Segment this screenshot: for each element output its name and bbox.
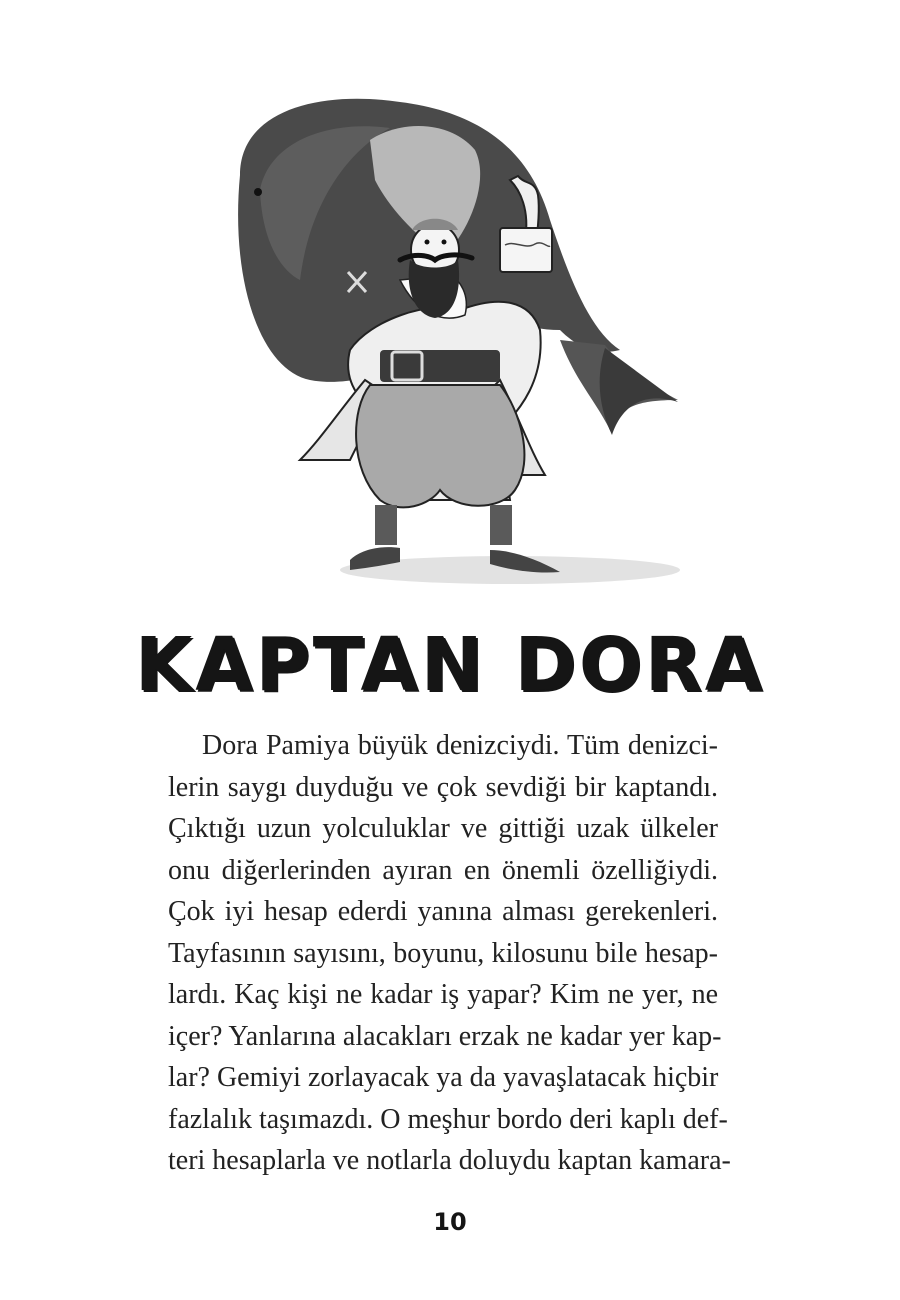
- pirate-captain-illustration-icon: [200, 80, 680, 590]
- paragraph-line: teri hesaplarla ve notlarla doluydu kaptan kamara-: [168, 1145, 731, 1176]
- page-number: 10: [433, 1208, 467, 1236]
- paragraph-line: Çok iyi hesap ederdi yanına alması gerekenleri.: [168, 896, 718, 927]
- paragraph-line: fazlalık taşımazdı. O meşhur bordo deri kaplı def-: [168, 1103, 728, 1135]
- paragraph-line: onu diğerlerinden ayıran en önemli özelliğiydi.: [168, 854, 718, 886]
- paragraph-line: lar? Gemiyi zorlayacak ya da yavaşlatacak hiçbir: [168, 1062, 719, 1093]
- chapter-title: KAPTAN DORA: [134, 622, 766, 708]
- paragraph-line: lerin saygı duyduğu ve çok sevdiği bir kaptandı.: [168, 771, 718, 803]
- body-paragraph: [168, 725, 731, 1182]
- paragraph-line: lardı. Kaç kişi ne kadar iş yapar? Kim ne yer, ne: [168, 979, 718, 1010]
- paragraph-line: içer? Yanlarına alacakları erzak ne kadar yer kap-: [168, 1020, 722, 1052]
- paragraph-line: Tayfasının sayısını, boyunu, kilosunu bile hesap-: [168, 937, 718, 969]
- paragraph-line: Çıktığı uzun yolculuklar ve gittiği uzak ülkeler: [168, 813, 718, 844]
- paragraph-line: Dora Pamiya büyük denizciydi. Tüm denizci-: [202, 730, 718, 761]
